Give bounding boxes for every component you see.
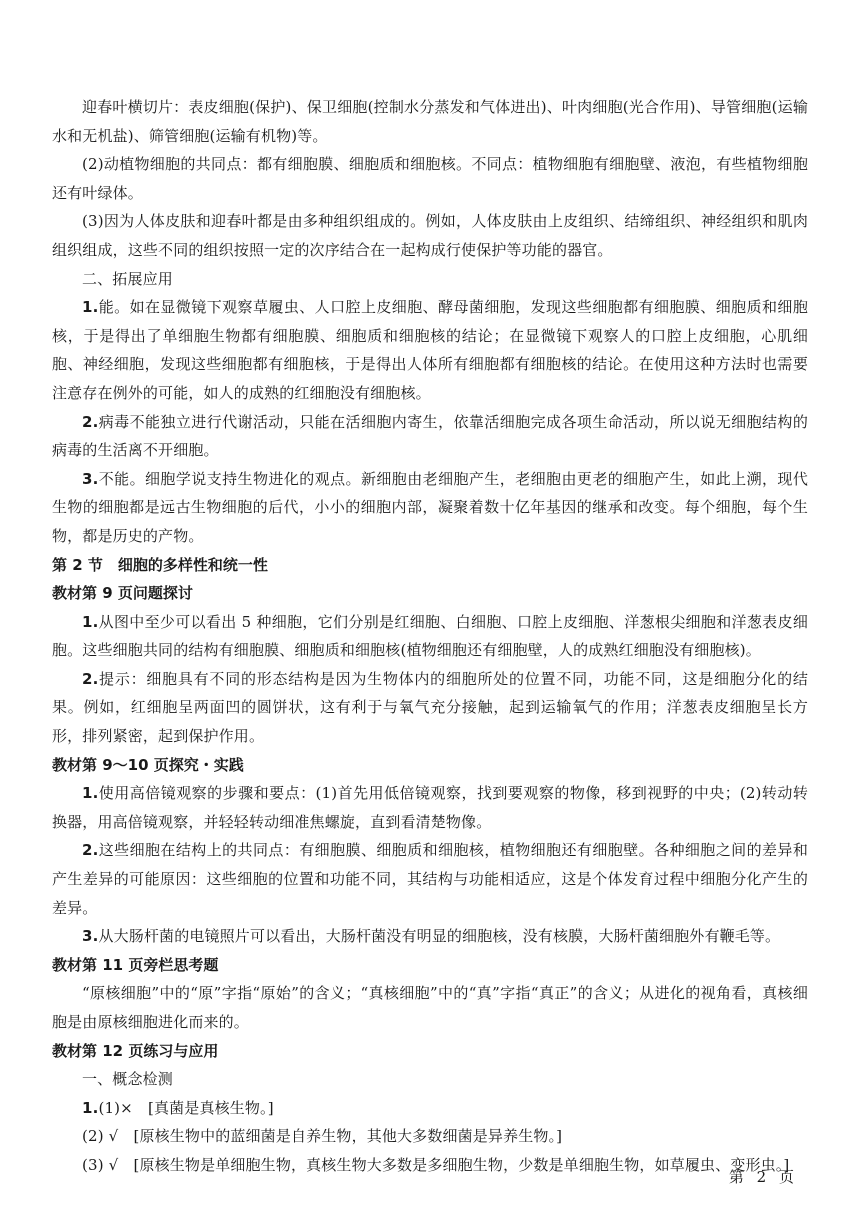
item-number: 2.	[82, 841, 99, 860]
practice-answer-1	[52, 779, 808, 836]
sidebar-question-answer: “原核细胞”中的“原”字指“原始”的含义；“真核细胞”中的“真”字指“真正”的含义；从进化的视角看，真核细胞是由原核细胞进化而来的。	[52, 984, 808, 1031]
page-number: 第 2 页	[728, 1168, 798, 1186]
subheading-extension: 二、拓展应用	[82, 269, 173, 288]
concept-check-1-3: (3) √ [原核生物是单细胞生物，真核生物大多数是多细胞生物，少数是单细胞生物，如草履虫、变形虫。]	[82, 1155, 790, 1174]
extension-answer-3	[52, 465, 808, 551]
heading-page-9: 教材第 9 页问题探讨	[52, 584, 193, 603]
section-heading: 第 2 节 细胞的多样性和统一性	[52, 555, 268, 574]
item-text: (1)× [真菌是真核生物。]	[98, 1098, 274, 1117]
page9-answer-1	[52, 608, 808, 665]
paragraph-organ-composition: (3)因为人体皮肤和迎春叶都是由多种组织组成的。例如，人体皮肤由上皮组织、结缔组织、神经组织和肌肉组织组成，这些不同的组织按照一定的次序结合在一起构成行使保护等功能的器官。	[52, 212, 808, 259]
subheading-concept-check: 一、概念检测	[82, 1070, 173, 1089]
item-number: 2.	[82, 669, 99, 688]
item-number: 1.	[82, 1098, 99, 1117]
item-text: 使用高倍镜观察的步骤和要点：(1)首先用低倍镜观察，找到要观察的物像，移到视野的中央；(2)转动转换器，用高倍镜观察，并轻轻转动细准焦螺旋，直到看清楚物像。	[52, 784, 808, 831]
practice-answer-2	[52, 836, 808, 922]
heading-page-9-10: 教材第 9～10 页探究・实践	[52, 755, 244, 774]
item-number: 3.	[82, 469, 99, 488]
paragraph-leaf-cross-section: 迎春叶横切片：表皮细胞(保护)、保卫细胞(控制水分蒸发和气体进出)、叶肉细胞(光合作用)、导管细胞(运输水和无机盐)、筛管细胞(运输有机物)等。	[52, 98, 808, 145]
item-number: 2.	[82, 412, 99, 431]
concept-check-1-1	[52, 1094, 808, 1123]
extension-answer-1	[52, 293, 808, 407]
concept-check-1-2: (2) √ [原核生物中的蓝细菌是自养生物，其他大多数细菌是异养生物。]	[82, 1127, 563, 1146]
item-text: 能。如在显微镜下观察草履虫、人口腔上皮细胞、酵母菌细胞，发现这些细胞都有细胞膜、细胞质和细胞核，于是得出了单细胞生物都有细胞膜、细胞质和细胞核的结论；在显微镜下观察人的口腔上皮细胞，心肌细胞、神经细胞，发现这些细胞都有细胞核，于是得出人体所有细胞都有细胞核的结论。在使用这种方法时也需要注意存在例外的可能，如人的成熟的红细胞没有细胞核。	[52, 298, 808, 402]
paragraph-cell-comparison: (2)动植物细胞的共同点：都有细胞膜、细胞质和细胞核。不同点：植物细胞有细胞壁、液泡，有些植物细胞还有叶绿体。	[52, 155, 808, 202]
item-number: 1.	[82, 784, 99, 803]
item-number: 1.	[82, 298, 99, 317]
item-text: 提示：细胞具有不同的形态结构是因为生物体内的细胞所处的位置不同，功能不同，这是细胞分化的结果。例如，红细胞呈两面凹的圆饼状，这有利于与氧气充分接触，起到运输氧气的作用；洋葱表皮细胞呈长方形，排列紧密，起到保护作用。	[52, 669, 808, 746]
item-number: 3.	[82, 927, 99, 946]
item-text: 病毒不能独立进行代谢活动，只能在活细胞内寄生，依靠活细胞完成各项生命活动，所以说无细胞结构的病毒的生活离不开细胞。	[52, 412, 808, 460]
page9-answer-2	[52, 665, 808, 751]
item-text: 从大肠杆菌的电镜照片可以看出，大肠杆菌没有明显的细胞核，没有核膜，大肠杆菌细胞外有鞭毛等。	[98, 927, 781, 946]
item-text: 从图中至少可以看出 5 种细胞，它们分别是红细胞、白细胞、口腔上皮细胞、洋葱根尖细胞和洋葱表皮细胞。这些细胞共同的结构有细胞膜、细胞质和细胞核(植物细胞还有细胞壁，人的成熟红细胞没有细胞核)。	[52, 612, 808, 660]
practice-answer-3	[52, 922, 808, 951]
item-text: 这些细胞在结构上的共同点：有细胞膜、细胞质和细胞核，植物细胞还有细胞壁。各种细胞之间的差异和产生差异的可能原因：这些细胞的位置和功能不同，其结构与功能相适应，这是个体发育过程中细胞分化产生的差异。	[52, 841, 808, 917]
item-text: 不能。细胞学说支持生物进化的观点。新细胞由老细胞产生，老细胞由更老的细胞产生，如此上溯，现代生物的细胞都是远古生物细胞的后代，小小的细胞内部，凝聚着数十亿年基因的继承和改变。每个细胞，每个生物，都是历史的产物。	[52, 469, 808, 545]
heading-page-12: 教材第 12 页练习与应用	[52, 1041, 219, 1060]
heading-page-11: 教材第 11 页旁栏思考题	[52, 955, 219, 974]
item-number: 1.	[82, 612, 99, 631]
extension-answer-2	[52, 408, 808, 465]
